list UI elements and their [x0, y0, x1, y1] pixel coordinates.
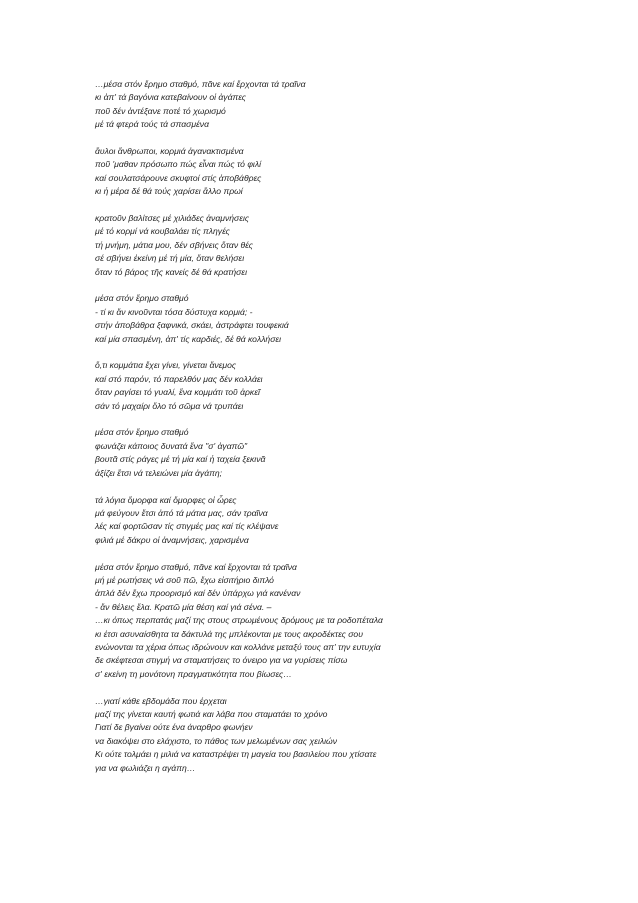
poem-line: δε σκέφτεσαι στιγμή να σταματήσεις το όνειρο για να γυρίσεις πίσω: [95, 655, 348, 666]
poem-stanza: [95, 494, 615, 548]
poem-line: ἄυλοι ἄνθρωποι, κορμιά ἀγανακτισμένα: [95, 146, 244, 157]
poem-line: σ' εκείνη τη μονότονη πραγματικότητα που βίωσες…: [95, 668, 292, 679]
poem-line: …γιατί κάθε εβδομάδα που έρχεται: [95, 695, 227, 706]
poem-line: καί στό παρόν, τό παρελθόν μας δέν κολλάει: [95, 373, 263, 384]
poem-stanza: [95, 695, 615, 775]
poem-line: βουτᾶ στίς ράγες μέ τή μία καί ἡ ταχεία ξεκινᾶ: [95, 454, 266, 465]
poem-stanza: [95, 359, 615, 413]
poem-stanza: [95, 78, 615, 132]
poem-line: να διακόψει στο ελάχιστο, το πάθος των μελωμένων σας χειλιών: [95, 735, 338, 746]
poem-line: τά λόγια ὄμορφα καί ὄμορφες οἱ ὧρες: [95, 494, 237, 505]
poem-line: λές καί φορτῶσαν τίς στιγμές μας καί τίς κλέψανε: [95, 521, 279, 532]
poem-line: μέ τό κορμί νά κουβαλάει τίς πληγές: [95, 226, 230, 237]
poem-line: κρατοῦν βαλίτσες μέ χιλιάδες ἀναμνήσεις: [95, 213, 250, 224]
poem-line: - ἄν θέλεις ἔλα. Κρατῶ μία θέση καί γιά σένα. –: [95, 601, 272, 612]
poem-line: ὅ,τι κομμάτια ἔχει γίνει, γίνεται ἄνεμος: [95, 360, 237, 371]
poem-stanza: [95, 561, 615, 615]
poem-line: σέ σβήνει ἐκείνη μέ τή μία, ὅταν θελήσει: [95, 253, 245, 264]
poem-line: μέσα στόν ἔρημο σταθμό: [95, 293, 189, 304]
poem-line: μαζί της γίνεται καυτή φωτιά και λάβα που σταματάει το χρόνο: [95, 708, 328, 719]
poem-line: τή μνήμη, μάτια μου, δέν σβήνεις ὅταν θές: [95, 239, 253, 250]
poem-line: στήν ἀποβάθρα ξαφνικά, σκάει, ἀστράφτει τουφεκιά: [95, 320, 289, 331]
poem-line: καί σουλατσάρουνε σκυφτοί στίς ἀποβάθρες: [95, 172, 262, 183]
poem-line: ποῦ 'μαθαν πρόσωπο πώς εἶναι πώς τό φιλί: [95, 159, 261, 170]
poem-line: κι ἡ μέρα δέ θά τούς χαρίσει ἄλλο πρωί: [95, 186, 243, 197]
poem-line: φιλιά μέ δάκρυ οἱ ἀναμνήσεις, χαρισμένα: [95, 534, 249, 545]
poem-line: μέ τά φτερά τούς τά σπασμένα: [95, 119, 210, 130]
poem-line: Κι ούτε τολμάει η μιλιά να καταστρέψει τη μαγεία του βασιλείου που χτίσατε: [95, 749, 377, 760]
poem-line: ἀξίζει ἔτσι νά τελειώνει μία ἀγάπη;: [95, 467, 223, 478]
poem-line: φωνάζει κάποιος δυνατά ἕνα "σ' ἀγαπῶ": [95, 440, 248, 451]
poem-line: μέσα στόν ἔρημο σταθμό, πᾶνε καί ἔρχονται τά τραῖνα: [95, 561, 297, 572]
poem-line: καί μία σπασμένη, ἀπ' τίς καρδιές, δέ θά κολλήσει: [95, 333, 282, 344]
poem-line: μέσα στόν ἔρημο σταθμό: [95, 427, 189, 438]
poem-stanza: [95, 212, 615, 279]
poem-line: μή μέ ρωτήσεις νά σοῦ πῶ, ἔχω εἰσιτήριο διπλό: [95, 574, 274, 585]
poem-text: [95, 78, 615, 788]
poem-line: ὅταν ραγίσει τό γυαλί, ἕνα κομμάτι τοῦ ἀρκεῖ: [95, 387, 260, 398]
poem-stanza: [95, 292, 615, 346]
poem-line: - τί κι ἄν κινοῦνται τόσα δύστυχα κορμιά; -: [95, 306, 253, 317]
poem-line: κι ἀπ' τά βαγόνια κατεβαίνουν οἱ ἀγάπες: [95, 92, 246, 103]
poem-line: για να φωλιάζει η αγάπη…: [95, 762, 196, 773]
poem-line: ὅταν τό βάρος τῆς κανείς δέ θά κρατήσει: [95, 266, 247, 277]
poem-line: …μέσα στόν ἔρημο σταθμό, πᾶνε καί ἔρχονται τά τραῖνα: [95, 79, 306, 89]
poem-line: ενώνονται τα χέρια όπως ιδρώνουν και κολλάνε μεταξύ τους απ' την ευτυχία: [95, 641, 381, 652]
poem-stanza: [95, 145, 615, 199]
poem-line: ποῦ δέν ἀντέξανε ποτέ τό χωρισμό: [95, 105, 226, 116]
poem-line: …κι όπως περπατάς μαζί της στους στρωμένους δρόμους με τα ροδοπέταλα: [95, 615, 383, 626]
poem-line: σάν τό μαχαίρι ὅλο τό σῶμα νά τρυπάει: [95, 400, 244, 411]
poem-stanza: [95, 614, 615, 681]
poem-line: κι έτσι ασυναίσθητα τα δάκτυλά της μπλέκονται με τους ακροδέκτες σου: [95, 628, 363, 639]
poem-stanza: [95, 426, 615, 480]
poem-line: ἁπλά δέν ἔχω προορισμό καί δέν ὑπάρχω γιά κανέναν: [95, 588, 301, 599]
poem-line: Γιατί δε βγαίνει ούτε ένα άναρθρο φωνήεν: [95, 722, 253, 733]
poem-line: μά φεύγουν ἔτσι ἀπό τά μάτια μας, σάν τραῖνα: [95, 507, 268, 518]
